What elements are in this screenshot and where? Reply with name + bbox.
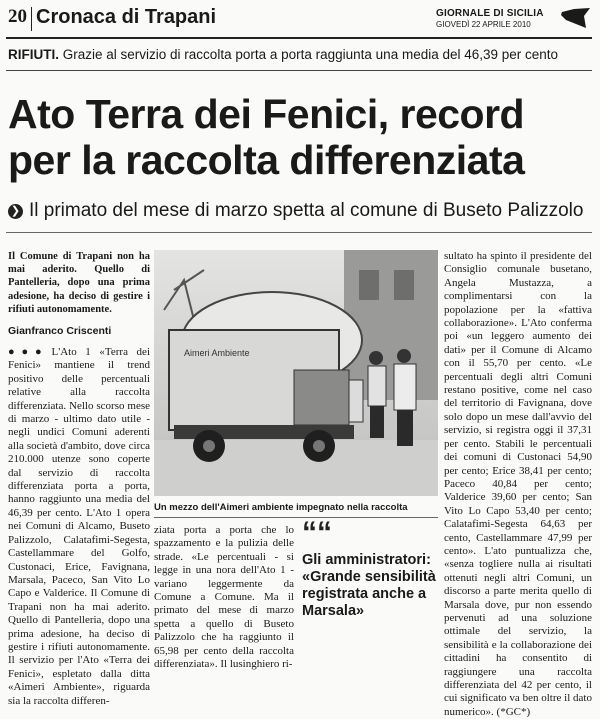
sicily-logo-icon bbox=[560, 6, 592, 30]
arrow-circle-icon: ❯ bbox=[8, 204, 23, 219]
subheadline bbox=[8, 200, 583, 222]
dots-ornament: ●●● bbox=[8, 346, 49, 358]
caption-rule bbox=[154, 517, 438, 518]
truck-label: Aimeri Ambiente bbox=[184, 348, 250, 358]
page-number: 20 bbox=[8, 6, 27, 27]
newspaper-name: GIORNALE DI SICILIA bbox=[436, 8, 544, 19]
headline-line-1: Ato Terra dei Fenici, record bbox=[8, 91, 525, 137]
masthead bbox=[436, 8, 558, 29]
byline: Gianfranco Criscenti bbox=[8, 325, 112, 337]
kicker-label: RIFIUTI. bbox=[8, 47, 59, 62]
issue-date: GIOVEDÌ 22 APRILE 2010 bbox=[436, 20, 531, 29]
article-column-2: ziata porta a porta che lo spazzamento e la pulizia delle strade. «Le percentuali - si legge in una nora dell'Ato 1 - variano leggermente da Comune a Comune. Ma il primato del mese di marzo spetta a quello di Buseto Palizzolo che ha raggiunto il 65,98 per cento della raccolta differenziata». Il lusinghiero ri- bbox=[154, 524, 294, 671]
header-divider bbox=[31, 7, 32, 31]
kicker bbox=[8, 47, 558, 62]
kicker-text: Grazie al servizio di raccolta porta a porta raggiunta una media del 46,39 per cento bbox=[62, 47, 559, 62]
article-column-1 bbox=[8, 346, 150, 708]
lead-paragraph: Il Comune di Trapani non ha mai aderito. Quello di Pantelleria, dopo una prima adesione, ha deciso di gestire i rifiuti autonomamente. bbox=[8, 251, 150, 315]
article-photo bbox=[154, 250, 438, 496]
subheadline-rule bbox=[6, 232, 592, 233]
headline-line-2: per la raccolta differenziata bbox=[8, 137, 525, 183]
article-column-3: sultato ha spinto il presidente del Consiglio comunale busetano, Angela Mustazza, a complimentarsi con la popolazione per la «fattiva collaborazione». L'Ato conferma poi «un leggero aumento dei dati» per il Comune di Alcamo con il 55,70 per cento. «Le percentuali degli altri Comuni restano positive, come nel caso del territorio di Favignana, dove solo dopo un mese dall'avvio del servizio, si registra oggi il 37,31 per cento. Stabili le percentuali dei comuni di Custonaci 54,90 per cento; Erice 38,41 per cento; Paceco 40,84 per cento; Valderice 39,60 per cento; San Vito Lo Capo 53,40 per cento; Calatafimi-Segesta 64,63 per cento, Castellammare 47,99 per cento». L'ato puntualizza che, «senza togliere nulla ai risultati ottenuti negli altri Comuni, un discorso a parte merita quello di Marsala dove, pur non essendo pervenuti ad una soluzione ottimale del servizio, la sensibilità e la collaborazione dei cittadini ha consentito di raggiungere una raccolta differenziata del 42 per cento, il cui significato va ben oltre il dato numerico». (*GC*) bbox=[444, 250, 592, 718]
pull-quote: Gli amministratori: «Grande sensibilità registrata anche a Marsala» bbox=[302, 552, 436, 619]
subheadline-text: Il primato del mese di marzo spetta al comune di Buseto Palizzolo bbox=[29, 200, 584, 221]
article-column-1-text: L'Ato 1 «Terra dei Fenici» mantiene il trend positivo delle percentuali relative alla raccolta differenziata. Nello scorso mese di marzo - ultimo dato utile - negli undici Comuni aderenti alla società d'ambito, dove circa 210.000 utenze sono coperte dal servizio di raccolta differenziata porta a porta, hanno raggiunto una media del 46,39 per cento. L'Ato 1 opera nei Comuni di Alcamo, Buseto Palizzolo, Calatafimi-Segesta, Castellammare del Golfo, Custonaci, Erice, Favignana, Marsala, Paceco, San Vito Lo Capo e Valderice. Il Comune di Trapani non ha mai aderito. Quello di Pantelleria, dopo una prima adesione, ha deciso di gestire i rifiuti autonomamente. Il servizio per l'Ato «Terra dei Fenici», espletato dalla ditta «Aimeri Ambiente», riguarda sia la raccolta differen- bbox=[8, 346, 150, 707]
quote-mark-icon: ““ bbox=[302, 516, 332, 549]
photo-caption: Un mezzo dell'Aimeri ambiente impegnato nella raccolta bbox=[154, 502, 408, 513]
section-title: Cronaca di Trapani bbox=[36, 6, 217, 28]
kicker-rule bbox=[6, 70, 592, 71]
header-rule bbox=[6, 37, 592, 39]
